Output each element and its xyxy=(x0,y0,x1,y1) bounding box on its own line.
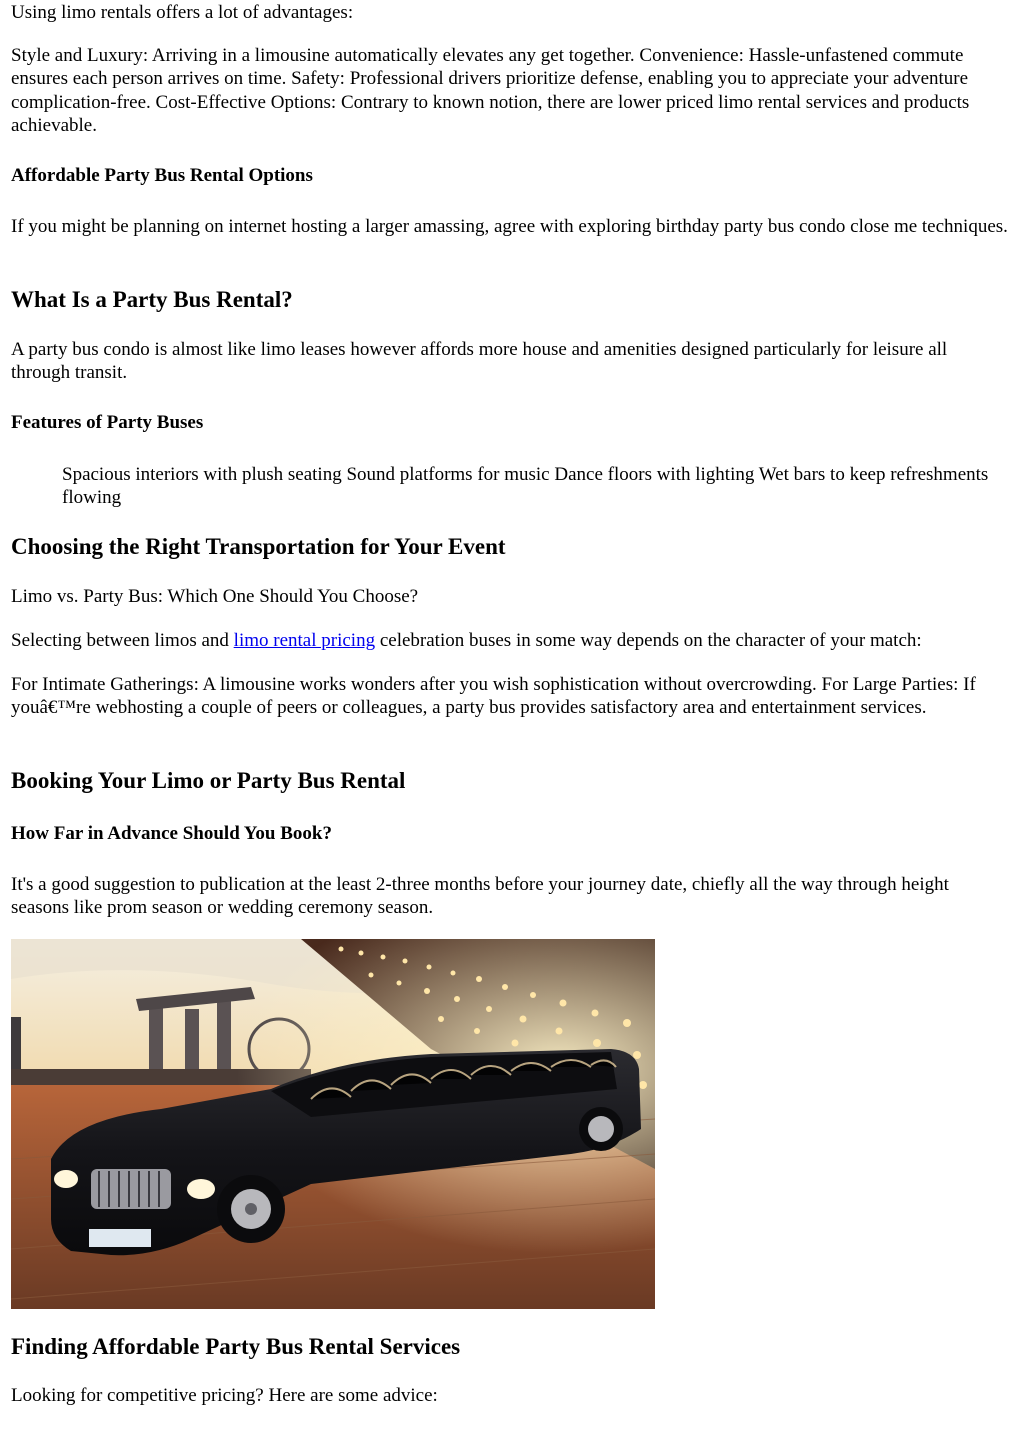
heading-booking: Booking Your Limo or Party Bus Rental xyxy=(11,768,406,793)
affordable-paragraph: If you might be planning on internet hosting a larger amassing, agree with exploring birthday party bus condo close me techniques. xyxy=(11,216,1008,237)
heading-finding: Finding Affordable Party Bus Rental Services xyxy=(11,1334,461,1359)
advantages-paragraph: Style and Luxury: Arriving in a limousine automatically elevates any get together. Convenience: Hassle-unfastened commute ensures each person arrives on time. Safety: Professional drivers prioritize defense, enabling you to appreciate your adventure complication-free. Cost-Effective Options: Contrary to known notion, there are lower priced limo rental services and products achievable. xyxy=(11,45,970,136)
limousine-photo xyxy=(11,939,655,1309)
heading-affordable-options: Affordable Party Bus Rental Options xyxy=(11,165,313,186)
finding-paragraph: Looking for competitive pricing? Here are some advice: xyxy=(11,1385,438,1406)
heading-features: Features of Party Buses xyxy=(11,412,204,433)
features-quote: Spacious interiors with plush seating Sound platforms for music Dance floors with lighting Wet bars to keep refreshments flowing xyxy=(62,464,989,509)
selecting-paragraph xyxy=(11,629,1011,652)
heading-choosing: Choosing the Right Transportation for Your Event xyxy=(11,534,506,559)
selecting-before: Selecting between limos and xyxy=(11,630,234,651)
limo-rental-pricing-link[interactable]: limo rental pricing xyxy=(233,630,376,651)
choosing-subtitle: Limo vs. Party Bus: Which One Should You Choose? xyxy=(11,586,419,607)
what-is-paragraph: A party bus condo is almost like limo leases however affords more house and amenities designed particularly for leisure all through transit. xyxy=(11,339,948,384)
selecting-after: celebration buses in some way depends on the character of your match: xyxy=(375,630,922,651)
intro-text: Using limo rentals offers a lot of advantages: xyxy=(11,2,354,23)
heading-how-far: How Far in Advance Should You Book? xyxy=(11,823,332,844)
booking-paragraph: It's a good suggestion to publication at the least 2-three months before your journey date, chiefly all the way through height seasons like prom season or wedding ceremony season. xyxy=(11,874,949,919)
heading-what-is: What Is a Party Bus Rental? xyxy=(11,287,293,312)
gatherings-paragraph: For Intimate Gatherings: A limousine works wonders after you wish sophistication without overcrowding. For Large Parties: If youâ€™re webhosting a couple of peers or colleagues, a party bus provides satisfactory area and entertainment services. xyxy=(11,674,976,719)
